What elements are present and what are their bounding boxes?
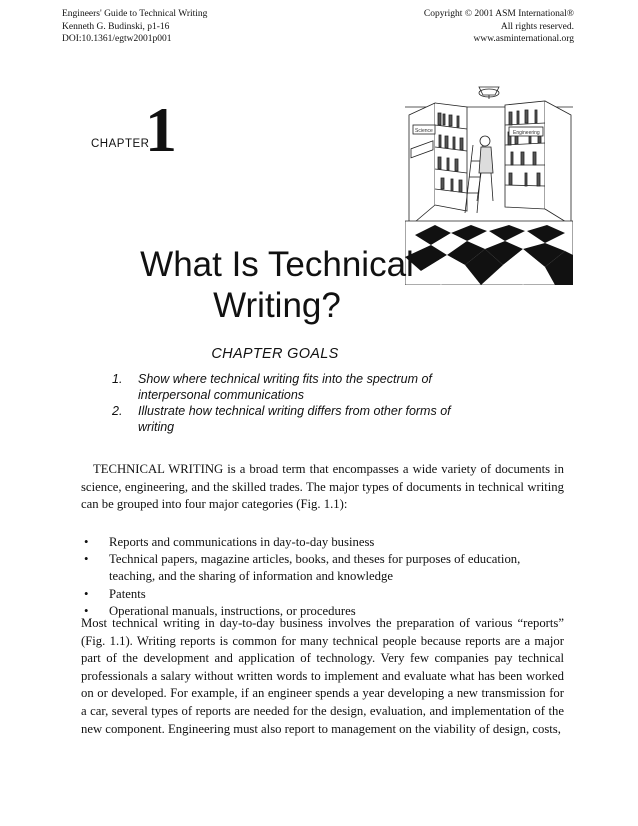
goal-number: 1. <box>112 372 123 386</box>
header-right <box>424 8 574 46</box>
chapter-label: CHAPTER <box>91 138 150 150</box>
sign-science: Science <box>415 128 433 134</box>
header-left <box>62 8 207 46</box>
reports-paragraph: Most technical writing in day-to-day business involves the preparation of various “reports” (Fig. 1.1). Writing reports is common for many technical people because reports are a major part of the development and application of technology. Very few companies pay technical professionals a salary without written words to implement and evaluate what has been worked on or developed. For example, if an engineer spends a year developing a new transmission for a car, several types of reports are needed for the design, evaluation, and implementation of the new component. Engineering must also report to management on the viability of design, costs, <box>81 616 564 736</box>
header-doi: DOI:10.1361/egtw2001p001 <box>62 34 172 44</box>
list-item <box>81 586 564 603</box>
header-copyright: Copyright © 2001 ASM International® <box>423 9 574 19</box>
chapter-number: 1 <box>145 94 177 165</box>
goal-number: 2. <box>112 404 123 418</box>
header-book-title: Engineers' Guide to Technical Writing <box>62 9 208 19</box>
intro-paragraph: TECHNICAL WRITING is a broad term that encompasses a wide variety of documents in science, engineering, and the skilled trades. The major types of documents in technical writing can be grouped into four major categories (Fig. 1.1): <box>81 462 564 512</box>
chapter-goals-list <box>112 372 472 436</box>
list-item-text: Patents <box>109 586 146 601</box>
bullet-symbol: • <box>84 586 89 601</box>
bullet-symbol: • <box>84 535 89 549</box>
sign-engineering: Engineering <box>513 130 540 136</box>
bullet-symbol: • <box>84 603 89 618</box>
list-item-text: Reports and communications in day-to-day business <box>109 535 375 549</box>
list-item-text: Operational manuals, instructions, or procedures <box>109 603 356 618</box>
header-author-pages: Kenneth G. Budinski, p1-16 <box>62 21 170 32</box>
list-item <box>81 551 564 585</box>
goal-text: Illustrate how technical writing differs from other forms of writing <box>138 404 451 434</box>
goal-text: Show where technical writing fits into the spectrum of interpersonal communications <box>138 372 432 402</box>
goal-item <box>112 404 472 435</box>
chapter-title <box>120 244 434 326</box>
bullet-symbol: • <box>84 552 89 567</box>
header-website: www.asminternational.org <box>473 34 574 44</box>
chapter-goals-heading: CHAPTER GOALS <box>211 346 339 362</box>
chapter-title-line1: What Is Technical <box>140 245 414 284</box>
list-item-text: Technical papers, magazine articles, books, and theses for purposes of education, teaching, and the sharing of information and knowledge <box>109 552 521 584</box>
list-item <box>81 534 564 551</box>
goal-item <box>112 372 472 403</box>
header-rights: All rights reserved. <box>500 21 574 32</box>
chapter-title-line2: Writing? <box>213 286 341 325</box>
document-categories-list <box>81 534 564 620</box>
